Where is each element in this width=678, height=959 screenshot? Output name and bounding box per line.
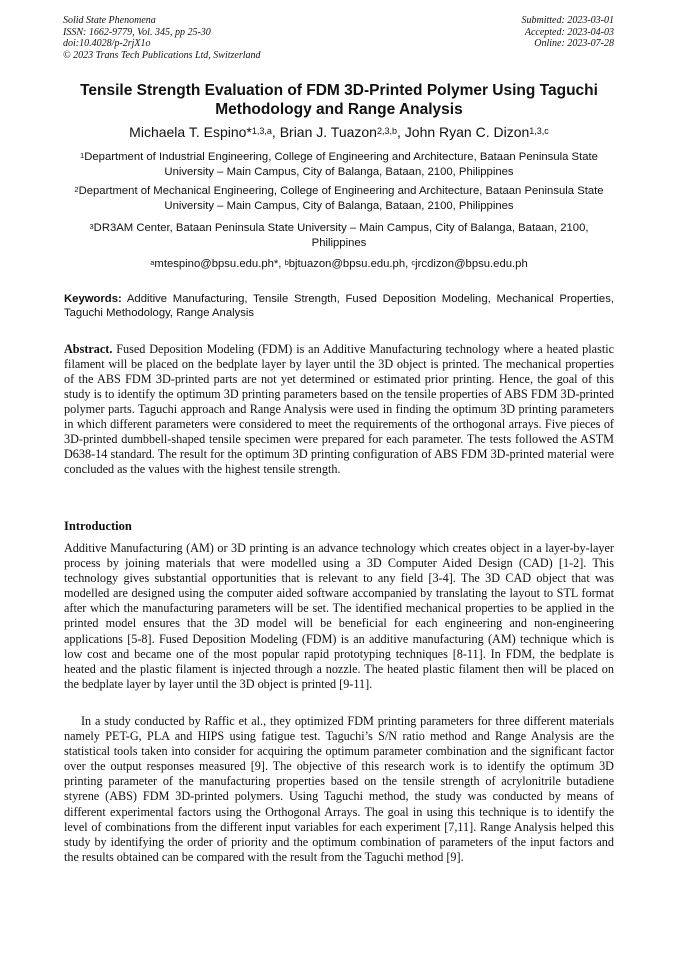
paper-title: Tensile Strength Evaluation of FDM 3D-Printed Polymer Using Taguchi Methodology and Range Analysis — [80, 82, 598, 118]
author-separator: , — [271, 124, 280, 140]
journal-header-right — [522, 15, 615, 50]
affiliation-text: Department of Mechanical Engineering, College of Engineering and Architecture, Bataan Peninsula State University – Main Campus, City of Balanga, Bataan, 2100, Philippines — [78, 185, 604, 212]
affiliation-3 — [62, 221, 616, 251]
email-link[interactable]: bjtuazon@bpsu.edu.ph, — [288, 258, 412, 270]
author-affil-marker: 2,3,b — [376, 126, 397, 136]
abstract-label: Abstract. — [64, 342, 113, 356]
doi-line: doi:10.4028/p-2rjX1o — [63, 38, 151, 49]
email-link[interactable]: jrcdizon@bpsu.edu.ph — [415, 258, 528, 270]
author-separator: , — [397, 124, 405, 140]
email-link[interactable]: mtespino@bpsu.edu.ph*, — [154, 258, 285, 270]
journal-name: Solid State Phenomena — [63, 15, 156, 26]
keywords-text: Additive Manufacturing, Tensile Strength, Fused Deposition Modeling, Mechanical Properties, Taguchi Methodology, Range Analysis — [64, 293, 614, 320]
affiliation-2 — [62, 184, 616, 214]
introduction-heading: Introduction — [64, 519, 132, 533]
author-emails — [62, 257, 616, 272]
introduction-paragraph-2: In a study conducted by Raffic et al., they optimized FDM printing parameters for three different materials namely PET-G, PLA and HIPS using fatigue test. Taguchi’s S/N ratio method and Range Analysis are the statistical tools taken into consider for acquiring the optimum parameter combination and the significant factor over the output responses measured [9]. The objective of this research work is to identify the optimum 3D printing parameter of the manufacturing properties based on the tensile strength of acrylonitrile butadiene styrene (ABS) FDM 3D-printed polymers. Using Taguchi method, the study was conducted by means of different experimental factors using the Orthogonal Arrays. The goal in using this technique is to identify the level of combinations from the different input variables for each experiment [7,11]. Range Analysis helped this study by identifying the order of priority and the optimum combination of parameters of the input factors and the results obtained can be compared with the result from the Taguchi method [9]. — [64, 714, 614, 864]
author-name: John Ryan C. Dizon — [404, 124, 530, 140]
affiliation-marker: 3 — [89, 222, 94, 231]
email-marker: a — [150, 258, 155, 267]
affiliation-1 — [62, 150, 616, 180]
affiliation-text: Department of Industrial Engineering, College of Engineering and Architecture, Bataan Peninsula State University – Main Campus, City of Balanga, Bataan, 2100, Philippines — [84, 151, 598, 178]
author-name: Brian J. Tuazon — [279, 124, 377, 140]
affiliation-text: DR3AM Center, Bataan Peninsula State University – Main Campus, City of Balanga, Bataan, 2100, Philippines — [93, 222, 589, 249]
submitted-date: Submitted: 2023-03-01 — [521, 15, 614, 26]
abstract-text: Fused Deposition Modeling (FDM) is an Additive Manufacturing technology where a heated plastic filament will be placed on the bedplate layer by layer until the 3D object is printed. The mechanical properties of the ABS FDM 3D-printed parts are not yet determined or estimated prior printing. Hence, the goal of this study is to identify the optimum 3D printing parameters based on the tensile properties of ABS FDM 3D-printed polymer parts. Taguchi approach and Range Analysis were used in finding the optimum 3D printing parameters in which different parameters were considered to meet the requirements of the orthogonal arrays. Five pieces of 3D-printed dumbbell-shaped tensile specimen were prepared for each parameter. The tests followed the ASTM D638-14 standard. The result for the optimum 3D printing configuration of ABS FDM 3D-printed material were concluded as the values with the highest tensile strength. — [64, 342, 614, 476]
author-name: Michaela T. Espino* — [129, 124, 252, 140]
issn-line: ISSN: 1662-9779, Vol. 345, pp 25-30 — [63, 26, 211, 38]
accepted-date: Accepted: 2023-04-03 — [524, 26, 614, 38]
affiliation-marker: 2 — [74, 185, 79, 194]
keywords-section — [64, 292, 614, 320]
author-affil-marker: 1,3,a — [251, 126, 272, 136]
email-marker: b — [284, 258, 289, 267]
introduction-paragraph-1: Additive Manufacturing (AM) or 3D printing is an advance technology which creates object in a layer-by-layer process by joining materials that were modelled using a 3D Computer Aided Design (CAD) [1-2]. This technology gives substantial opportunities that is relevant to any field [3-4]. The 3D CAD object that was modelled are designed using the computer aided software accompanied by translating the layout to STL format after which the manufacturing parameters will be set. The identified mechanical properties to be applied in the printed model ensures that the 3D model will be beneficial for each engineering and non-engineering applications [5-8]. Fused Deposition Modeling (FDM) is an additive manufacturing (AM) technique which is low cost and became one of the most popular rapid prototyping techniques [8-11]. In FDM, the bedplate is heated and the plastic filament is injected through a nozzle. The heated plastic filament then will be placed on the bedplate layer by layer until the 3D object is printed [9-11]. — [64, 541, 614, 691]
author-list — [40, 123, 638, 141]
author-affil-marker: 1,3,c — [529, 126, 549, 136]
copyright-line: © 2023 Trans Tech Publications Ltd, Switzerland — [63, 49, 261, 61]
abstract-section — [64, 342, 614, 477]
affiliation-marker: 1 — [80, 151, 85, 160]
keywords-label: Keywords: — [64, 293, 122, 305]
online-date: Online: 2023-07-28 — [534, 38, 614, 49]
journal-header-left — [63, 15, 261, 61]
email-marker: c — [411, 258, 416, 267]
